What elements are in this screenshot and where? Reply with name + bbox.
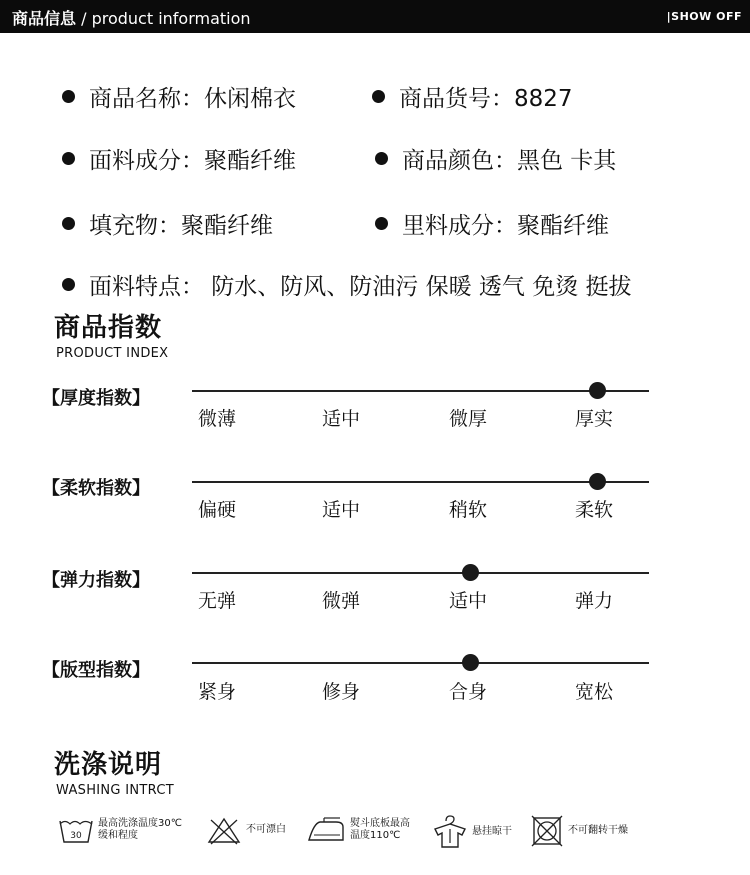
wash-temp-label: 30 — [70, 831, 82, 841]
bullet-icon — [62, 278, 75, 291]
washing-subtitle: WASHING INTRCT — [56, 783, 174, 798]
header-title — [12, 6, 251, 29]
info-item-name — [62, 80, 296, 113]
wash-text: 缓和程度 — [98, 830, 138, 841]
index-marker — [462, 564, 479, 581]
wash-text: 悬挂晾干 — [472, 826, 512, 837]
index-row-title: 【弹力指数】 — [42, 570, 150, 591]
show-off-label: |SHOW OFF — [666, 10, 742, 23]
iron-110-icon — [306, 815, 346, 845]
index-level-label: 稍软 — [449, 499, 488, 521]
wash-text: 不可翻转干燥 — [568, 825, 628, 836]
wash-instruction — [306, 815, 410, 845]
index-level-label: 弹力 — [575, 590, 614, 612]
product-index-title: 商品指数 — [54, 313, 163, 343]
index-marker — [589, 382, 606, 399]
index-level-label: 适中 — [322, 408, 361, 430]
index-scale-line — [192, 390, 649, 392]
info-item-fabric — [62, 142, 296, 175]
product-index-subtitle: PRODUCT INDEX — [56, 346, 169, 361]
info-text: 面料成分：聚酯纤维 — [89, 148, 296, 174]
wash-instruction — [530, 815, 628, 847]
index-level-label: 微薄 — [198, 408, 237, 430]
index-level-label: 适中 — [449, 590, 488, 612]
bullet-icon — [375, 217, 388, 230]
index-scale-line — [192, 481, 649, 483]
index-level-label: 微厚 — [449, 408, 488, 430]
index-level-label: 适中 — [322, 499, 361, 521]
wash-instruction — [432, 815, 512, 849]
bullet-icon — [62, 90, 75, 103]
header-title-en: product information — [91, 9, 251, 28]
header-title-separator: / — [76, 9, 92, 28]
info-text: 商品货号：8827 — [399, 86, 573, 112]
bullet-icon — [62, 152, 75, 165]
header-title-zh: 商品信息 — [12, 9, 77, 28]
wash-instruction — [206, 815, 286, 845]
index-level-label: 紧身 — [198, 681, 237, 703]
wash-text: 温度110℃ — [350, 830, 401, 841]
hang-dry-icon — [432, 815, 468, 849]
info-item-sku — [372, 80, 573, 113]
bullet-icon — [62, 217, 75, 230]
index-scale-line — [192, 572, 649, 574]
bullet-icon — [372, 90, 385, 103]
index-level-label: 微弹 — [322, 590, 361, 612]
index-level-label: 修身 — [322, 681, 361, 703]
index-marker — [589, 473, 606, 490]
washing-title: 洗涤说明 — [54, 750, 163, 780]
wash-text: 最高洗涤温度30℃ — [98, 818, 182, 829]
header-bar — [0, 0, 750, 33]
no-bleach-icon — [206, 815, 242, 845]
info-text: 面料特点： 防水、防风、防油污 保暖 透气 免烫 挺拔 — [89, 274, 632, 300]
index-level-label: 厚实 — [575, 408, 614, 430]
index-marker — [462, 654, 479, 671]
wash-text: 熨斗底板最高 — [350, 818, 410, 829]
info-text: 填充物：聚酯纤维 — [89, 213, 273, 239]
no-tumble-dry-icon — [530, 815, 564, 847]
info-text: 商品颜色：黑色 卡其 — [402, 148, 617, 174]
index-level-label: 偏硬 — [198, 499, 237, 521]
bullet-icon — [375, 152, 388, 165]
wash-30-icon — [58, 815, 94, 845]
info-text: 商品名称：休闲棉衣 — [89, 86, 296, 112]
index-level-label: 无弹 — [198, 590, 237, 612]
wash-text: 不可漂白 — [246, 824, 286, 835]
wash-instruction — [58, 815, 182, 845]
index-row-title: 【柔软指数】 — [42, 478, 150, 499]
info-item-filling — [62, 207, 273, 240]
index-row-title: 【版型指数】 — [42, 660, 150, 681]
index-row-title: 【厚度指数】 — [42, 388, 150, 409]
index-scale-line — [192, 662, 649, 664]
info-item-color — [375, 142, 616, 175]
index-level-label: 柔软 — [575, 499, 614, 521]
info-text: 里料成分：聚酯纤维 — [402, 213, 609, 239]
index-level-label: 合身 — [449, 681, 488, 703]
index-level-label: 宽松 — [575, 681, 614, 703]
info-item-lining — [375, 207, 609, 240]
info-item-features — [62, 268, 632, 301]
